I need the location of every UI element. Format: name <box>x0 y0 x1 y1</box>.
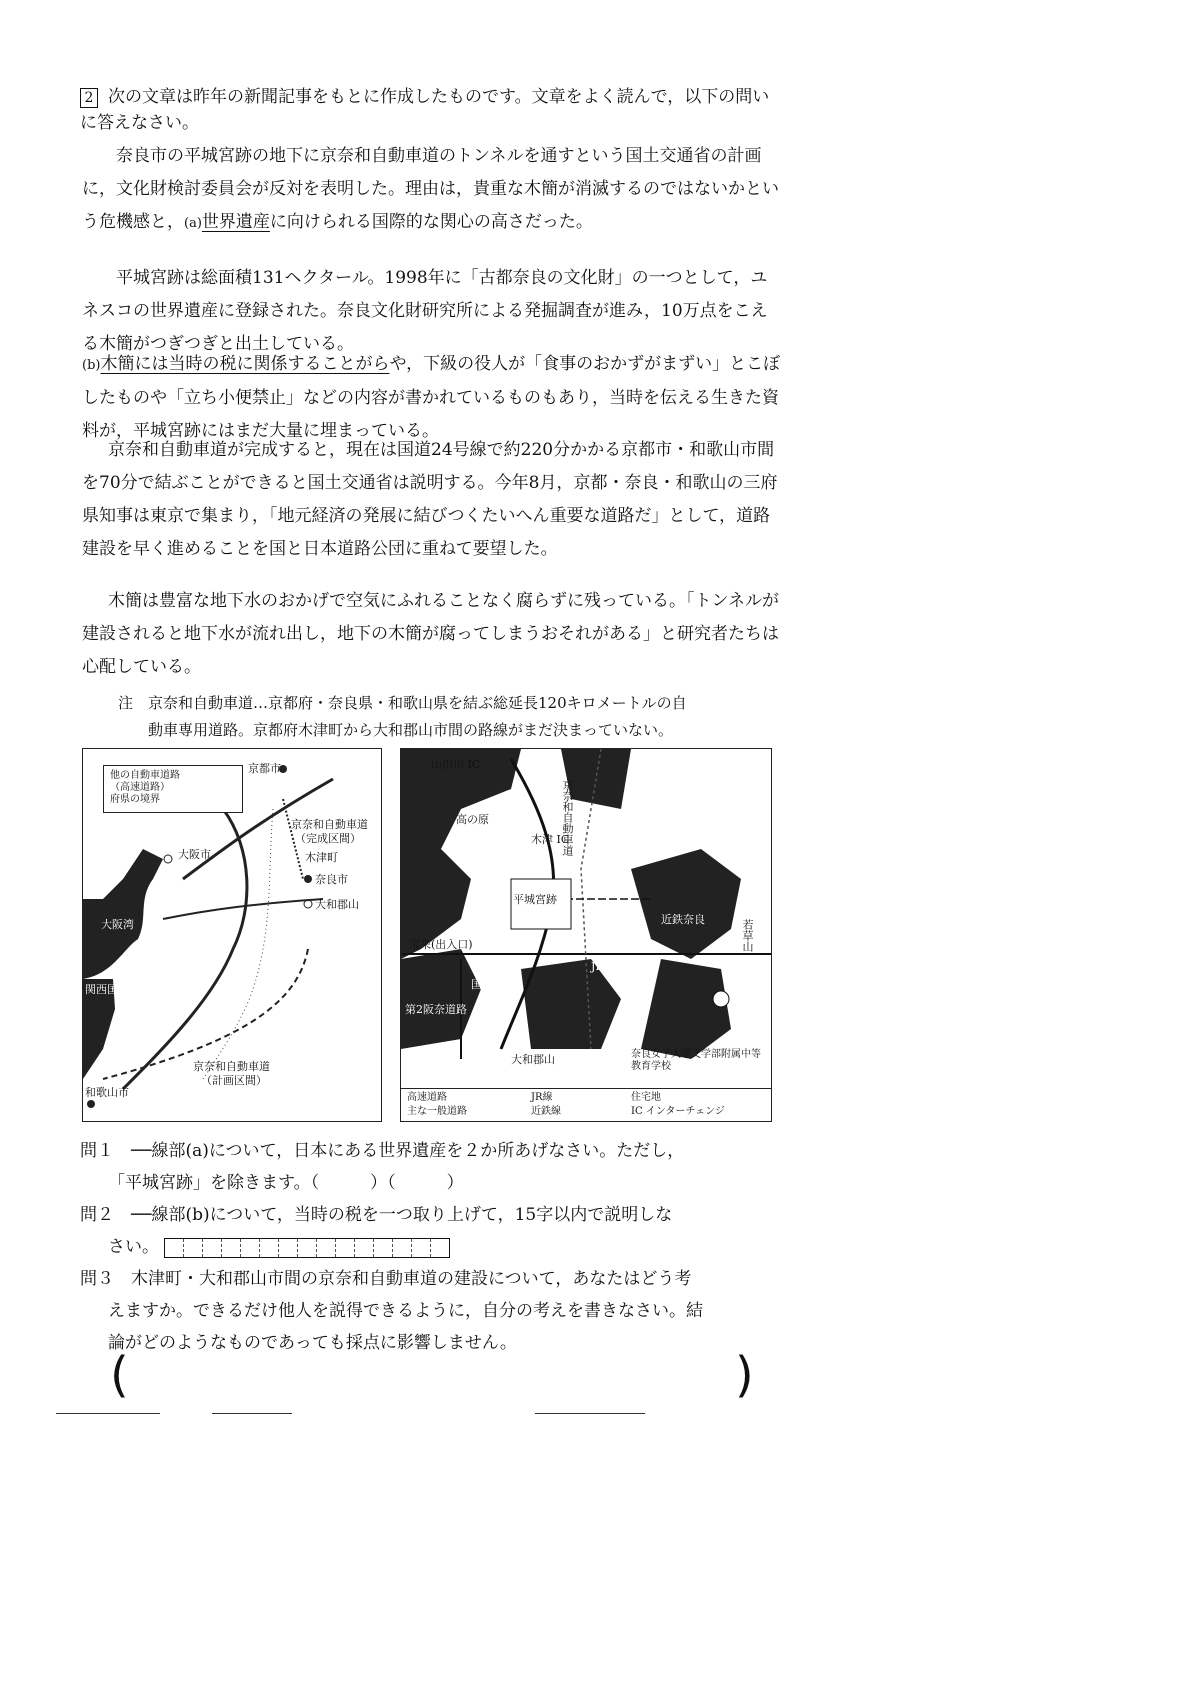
residential-area-2 <box>401 949 481 1049</box>
underline-mark-a: (a) <box>184 216 202 231</box>
article-paragraph-2: 平城宮跡は総面積131ヘクタール。1998年に「古都奈良の文化財」の一つとして，ユネスコの世界遺産に登録された。奈良文化財研究所による発掘調査が進み，10万点をこえる木簡がつぎつぎと出土している。 <box>82 268 768 354</box>
answer-line-3 <box>535 1413 645 1414</box>
question-1-line-2[interactable]: 「平城宮跡」を除きます。（ ）（ ） <box>108 1173 464 1193</box>
label-kintetsu-nara: 近鉄奈良 <box>661 913 705 926</box>
question-3-answer-area[interactable] <box>140 1350 730 1405</box>
question-2-line-2: さい。 <box>80 1231 800 1263</box>
label-osaka-bay: 大阪湾 <box>101 918 134 931</box>
question-number: 2 <box>80 88 98 108</box>
school-symbol <box>713 991 729 1007</box>
underline-mark-b: (b) <box>82 358 101 373</box>
underlined-world-heritage: 世界遺産 <box>201 212 270 232</box>
label-heijo: 平城宮跡 <box>513 893 557 906</box>
label-keinawa-done: 京奈和自動車道 <box>291 818 368 831</box>
answer-character-boxes[interactable] <box>164 1238 450 1258</box>
label-jr-nara: JR奈良 <box>591 960 626 973</box>
label-keinawa-plan: 京奈和自動車道 <box>193 1060 270 1073</box>
question-header <box>80 84 780 136</box>
label-osaka: 大阪市 <box>178 848 211 861</box>
footnote <box>118 690 798 744</box>
answer-line-1 <box>56 1413 160 1414</box>
regional-map-legend: 他の自動車道路 （高速道路） 府県の境界 <box>103 765 243 813</box>
nara-map-drawing <box>401 749 771 1089</box>
article-paragraph-5: 木簡は豊富な地下水のおかげで空気にふれることなく腐らずに残っている。「トンネルが建設されると地下水が流れ出し，地下の木簡が腐ってしまうおそれがある」と研究者たちは心配している。 <box>82 591 779 677</box>
article-paragraph-4: 京奈和自動車道が完成すると，現在は国道24号線で約220分かかる京都市・和歌山市間を70分で結ぶことができると国土交通省は説明する。今年8月，京都・奈良・和歌山の三府県知事は東京で集まり，「地元経済の発展に結びつくたいへん重要な道路だ」として，道路建設を早く進めることを国と日本道路公団に重ねて要望した。 <box>82 440 778 559</box>
label-keinawa-plan-2: （計画区間） <box>201 1074 267 1087</box>
answer-bracket-close: ) <box>735 1347 754 1403</box>
label-yamato-koriyama: 大和郡山 <box>511 1053 555 1066</box>
label-nara: 奈良市 <box>315 873 348 886</box>
answer-line-2 <box>212 1413 292 1414</box>
article-paragraph-3: (b)木簡には当時の税に関係することがらや，下級の役人が「食事のおかずがまずい」とこぼしたものや「立ち小便禁止」などの内容が書かれているものもあり，当時を伝える生きた資料が，平城宮跡にはまだ大量に埋まっている。 <box>82 354 781 441</box>
label-keinawa-done-2: （完成区間） <box>295 832 361 845</box>
instruction-text: 次の文章は昨年の新聞記事をもとに作成したものです。文章をよく読んで，以下の問いに答えなさい。 <box>80 87 770 133</box>
label-daini-hanna: 第2阪奈道路 <box>405 1003 467 1016</box>
footnote-line-2: 動車専用道路。京都府木津町から大和郡山市間の路線がまだ決まっていない。 <box>148 721 674 739</box>
question-3-line-3: 論がどのようなものであっても採点に影響しません。 <box>108 1333 517 1353</box>
question-1: 問１ ──線部(a)について，日本にある世界遺産を２か所あげなさい。ただし， <box>80 1141 685 1161</box>
wakayama-dot <box>87 1100 95 1108</box>
residential-area-4 <box>631 849 741 959</box>
question-2: 問２ ──線部(b)について，当時の税を一つ取り上げて，15字以内で説明しな <box>80 1205 673 1225</box>
label-saidaiji: 西大寺 <box>471 926 504 939</box>
label-wakakusa: 若草山 <box>741 919 754 952</box>
nara-map-legend: 高速道路 JR線 住宅地 主な一般道路 近鉄線 IC インターチェンジ <box>401 1088 771 1121</box>
question-3-line-2: えますか。できるだけ他人を説得できるように，自分の考えを書きなさい。結 <box>108 1301 703 1321</box>
footnote-line-1: 注 京奈和自動車道…京都府・奈良県・和歌山県を結ぶ総延長120キロメートルの自 <box>118 694 687 712</box>
residential-area-5 <box>641 959 731 1059</box>
prefecture-border <box>203 809 273 1079</box>
label-wakayama: 和歌山市 <box>85 1086 129 1099</box>
nara-dot <box>304 875 312 883</box>
label-kizu: 木津町 <box>305 851 338 864</box>
nara-detail-map <box>400 748 772 1122</box>
article-paragraph-1: 奈良市の平城宮跡の地下に京奈和自動車道のトンネルを通すという国土交通省の計画に，文化財検討委員会が反対を表明した。理由は，貴重な木簡が消滅するのではないかという危機感と，(a)世界遺産に向けられる国際的な関心の高さだった。 <box>82 146 779 232</box>
osaka-bay-coast <box>83 849 163 979</box>
label-route24: 国道24号 <box>471 978 518 991</box>
questions-section <box>80 1135 800 1359</box>
yamato-dot <box>304 900 312 908</box>
osaka-dot <box>164 855 172 863</box>
question-3: 問３ 木津町・大和郡山市間の京奈和自動車道の建設について，あなたはどう考 <box>80 1269 692 1289</box>
label-airport: 関西国際空港 <box>85 983 151 996</box>
answer-bracket-open: ( <box>110 1347 129 1403</box>
label-nara-womens-school: 奈良女子大学文学部附属中等教育学校 <box>631 1049 761 1072</box>
label-horai: 宝来(出入口) <box>409 938 473 951</box>
label-keinawa: 京奈和自動車道 <box>561 779 574 856</box>
label-takanohara: 高の原 <box>456 813 489 826</box>
regional-map <box>82 748 382 1122</box>
label-kyoto: 京都市 <box>248 762 281 775</box>
label-kizu-ic: 木津 IC <box>531 833 570 846</box>
label-yamato: 大和郡山 <box>315 898 359 911</box>
label-yamadagawa: 山田川 IC <box>431 758 481 771</box>
underlined-mokkan-tax: 木簡には当時の税に関係することがら <box>100 354 390 374</box>
